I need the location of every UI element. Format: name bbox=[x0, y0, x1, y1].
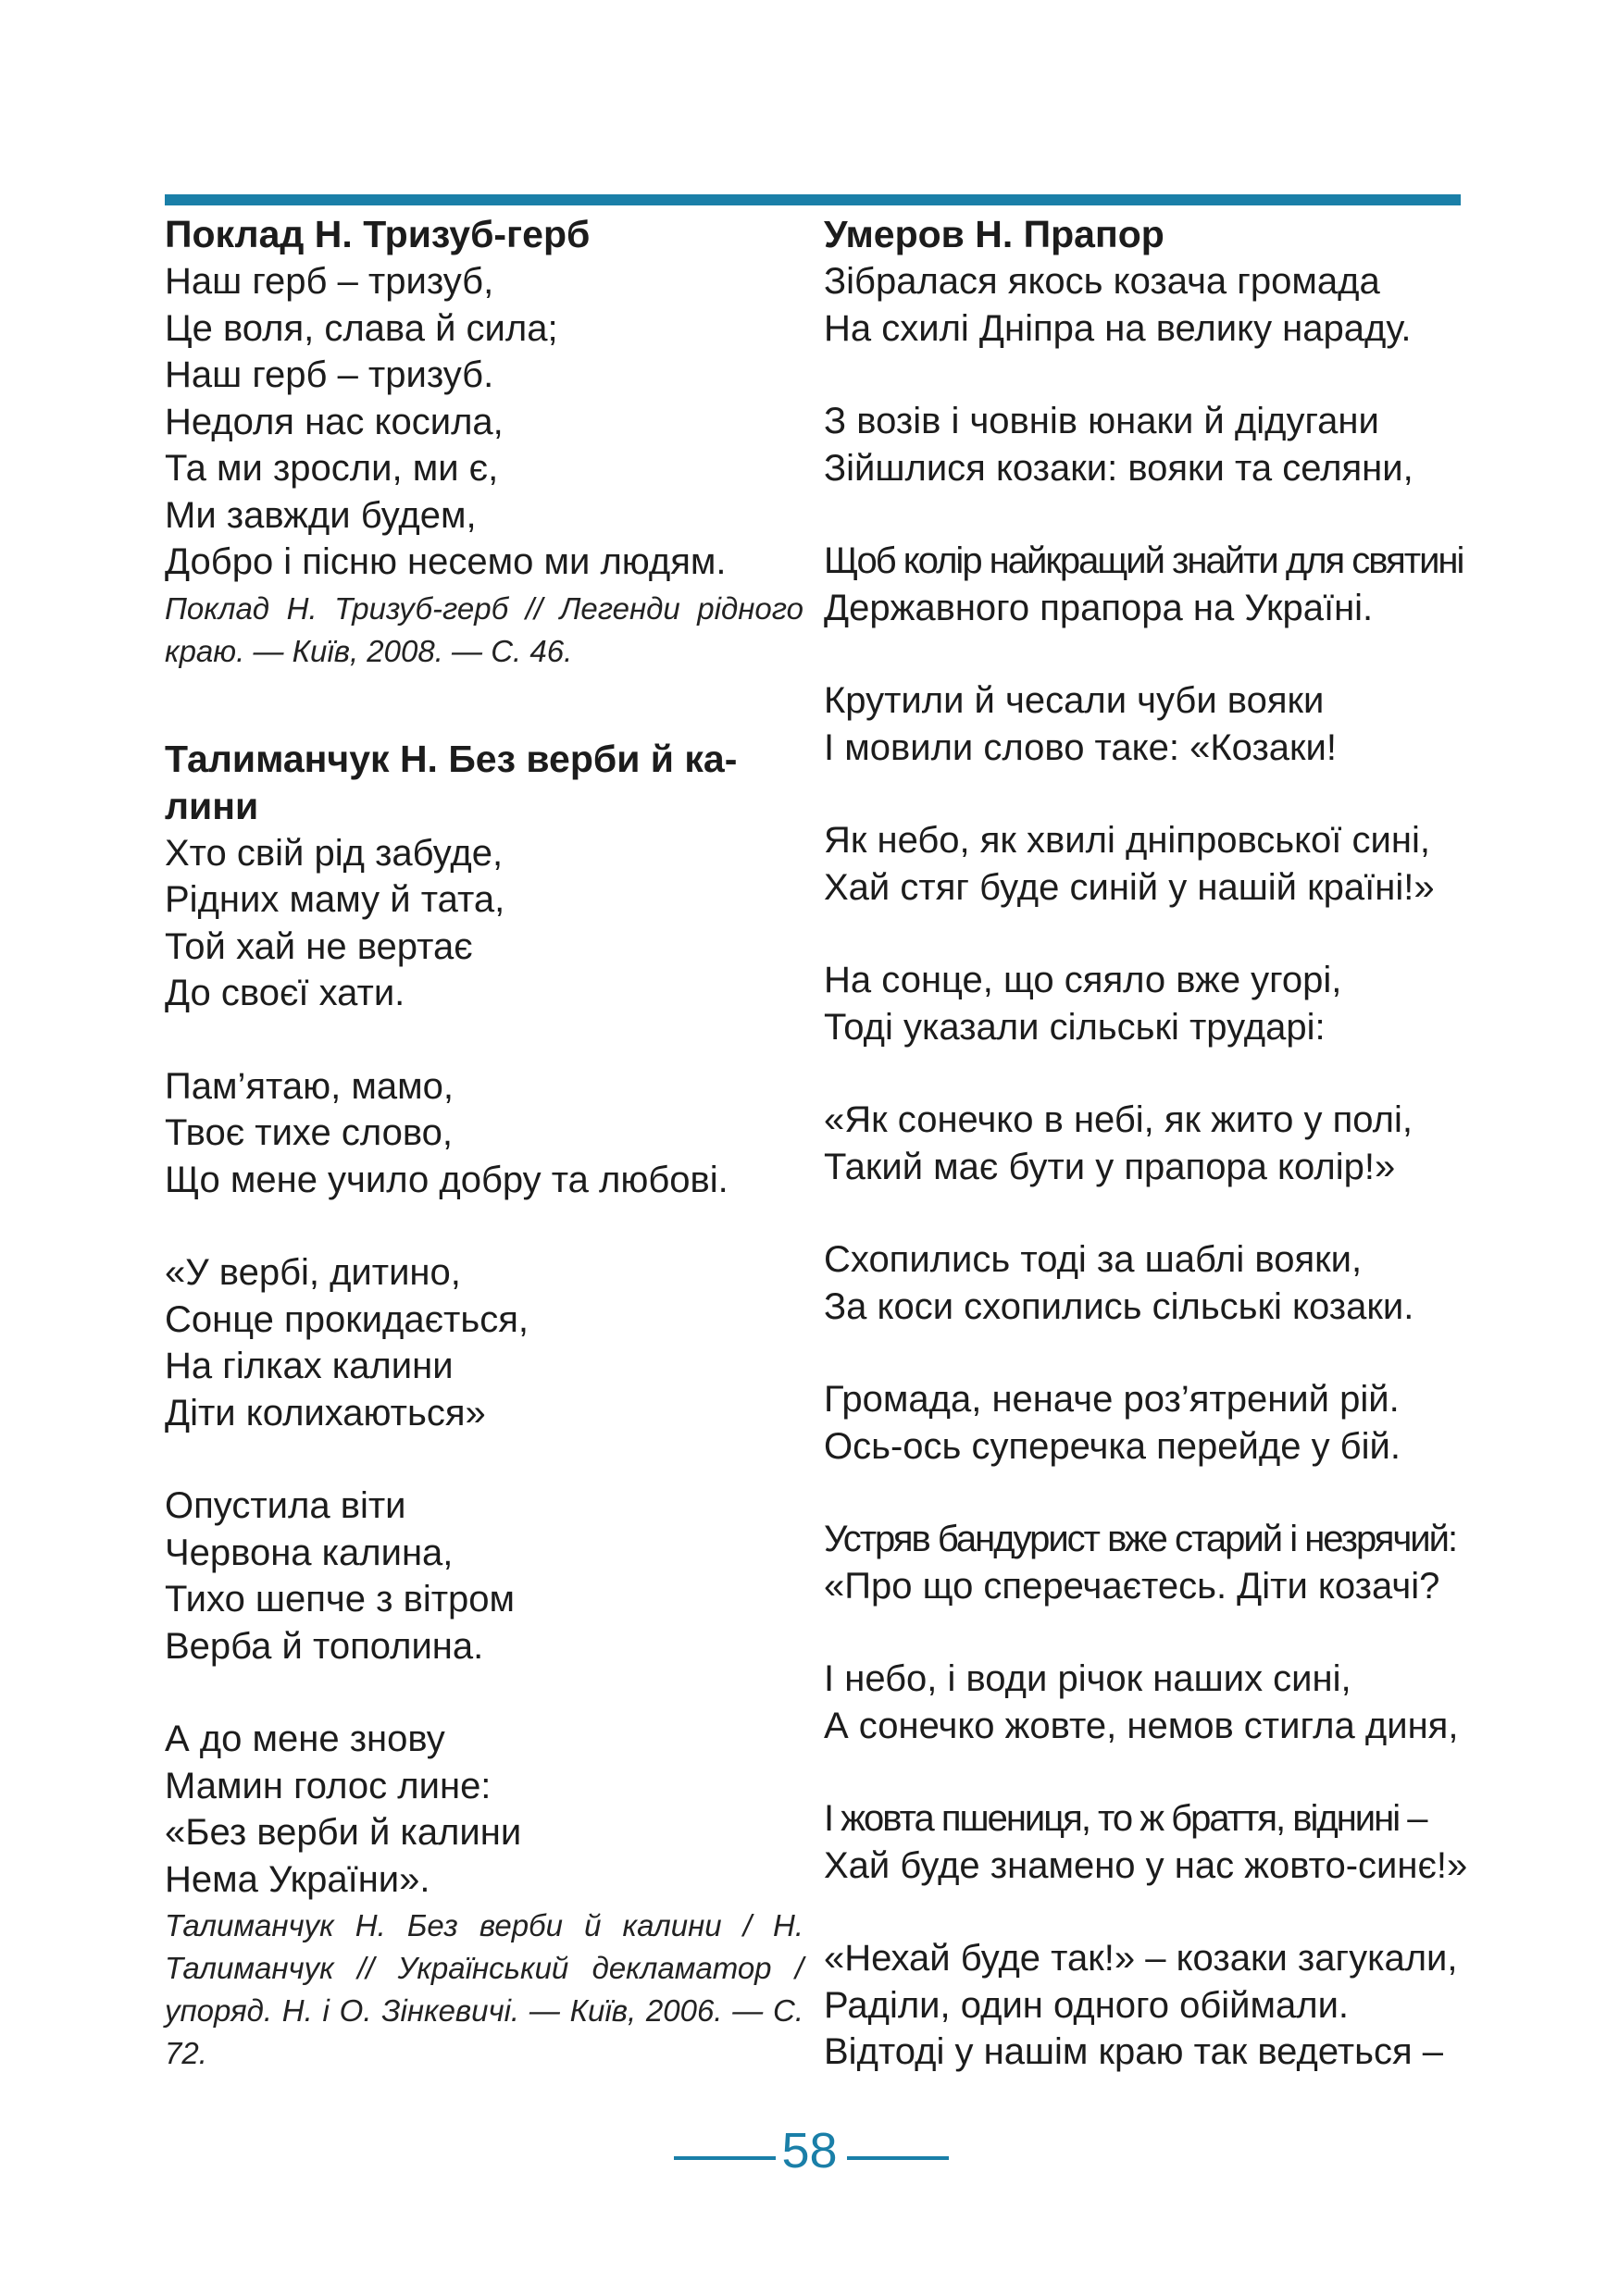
poem-title-continued: лини bbox=[165, 784, 259, 827]
poem-line: «Про що сперечаєтесь. Діти козачі? bbox=[824, 1565, 1440, 1607]
poem-line: Рідних маму й тата, bbox=[165, 879, 505, 920]
citation: Поклад Н. Тризуб-герб // Легенди рідного краю. — Київ, 2008. — С. 46. bbox=[165, 590, 803, 668]
stanza bbox=[824, 1935, 1472, 2076]
top-accent-rule bbox=[165, 194, 1461, 205]
poem-line: Зійшлися козаки: вояки та селяни, bbox=[824, 447, 1414, 489]
poem-title: Талиманчук Н. Без верби й ка- bbox=[165, 737, 738, 780]
right-column bbox=[824, 211, 1472, 2076]
stanza bbox=[165, 1063, 803, 1204]
poem-line: А сонечко жовте, немов стигла диня, bbox=[824, 1705, 1459, 1746]
stanza bbox=[824, 957, 1472, 1050]
poem-line: Ось-ось суперечка перейде у бій. bbox=[824, 1425, 1401, 1467]
stanza bbox=[824, 538, 1472, 631]
citation: Талиманчук Н. Без верби й калини / Н. Талиманчук // Український декламатор / упоряд. Н. і О. Зінкевичі. — Київ, 2006. — С. 72. bbox=[165, 1908, 803, 2070]
stanza bbox=[824, 398, 1472, 491]
poem-line: Мамин голос лине: bbox=[165, 1765, 492, 1806]
poem-line: І мовили слово таке: «Козаки! bbox=[824, 726, 1337, 768]
left-column bbox=[165, 211, 803, 2075]
poem-line: Хай буде знамено у нас жовто-синє!» bbox=[824, 1844, 1468, 1886]
poem-line: Як небо, як хвилі дніпровської сині, bbox=[824, 820, 1430, 861]
stanza bbox=[824, 817, 1472, 911]
poem-line: Наш герб – тризуб. bbox=[165, 354, 494, 395]
poem-title: Поклад Н. Тризуб-герб bbox=[165, 213, 591, 255]
poem-prapor bbox=[824, 211, 1472, 2076]
poem-line: «Нехай буде так!» – козаки загукали, bbox=[824, 1938, 1458, 1979]
poem-line: Пам’ятаю, мамо, bbox=[165, 1065, 454, 1107]
stanza bbox=[824, 677, 1472, 771]
poem-line: З возів і човнів юнаки й дідугани bbox=[824, 401, 1379, 441]
stanza bbox=[824, 258, 1472, 352]
poem-line: Хто свій рід забуде, bbox=[165, 832, 504, 874]
stanza bbox=[824, 1376, 1472, 1470]
poem-line: Опустила віти bbox=[165, 1485, 406, 1526]
poem-line: Верба й тополина. bbox=[165, 1625, 484, 1667]
poem-line: Устряв бандурист вже старий і незрячий: bbox=[824, 1519, 1457, 1559]
poem-line: А до мене знову bbox=[165, 1719, 445, 1759]
poem-line: Крутили й чесали чуби вояки bbox=[824, 680, 1325, 721]
poem-line: Недоля нас косила, bbox=[165, 401, 504, 442]
poem-line: Це воля, слава й сила; bbox=[165, 307, 558, 349]
poem-line: Схопились тоді за шаблі вояки, bbox=[824, 1239, 1363, 1280]
poem-line: Твоє тихе слово, bbox=[165, 1112, 454, 1153]
poem-line: «У вербі, дитино, bbox=[165, 1252, 461, 1293]
poem-line: Діти колихаються» bbox=[165, 1392, 486, 1433]
poem-line: За коси схопились сільські козаки. bbox=[824, 1285, 1414, 1327]
poem-title: Умеров Н. Прапор bbox=[824, 213, 1164, 255]
poem-tryzub bbox=[165, 211, 803, 673]
poem-line: Той хай не вертає bbox=[165, 925, 473, 967]
poem-line: Нема України». bbox=[165, 1858, 430, 1900]
stanza bbox=[824, 1656, 1472, 1749]
poem-line: Зібралася якось козача громада bbox=[824, 261, 1380, 302]
stanza bbox=[824, 1236, 1472, 1330]
poem-line: Добро і пісню несемо ми людям. bbox=[165, 541, 727, 582]
poem-line: Державного прапора на Україні. bbox=[824, 587, 1374, 628]
poem-line: Червона калина, bbox=[165, 1532, 454, 1573]
page-number: 58 bbox=[781, 2123, 838, 2178]
poem-line: На гілках калини bbox=[165, 1346, 454, 1386]
poem-line: Раділи, один одного обіймали. bbox=[824, 1984, 1350, 2026]
poem-line: Тихо шепче з вітром bbox=[165, 1579, 516, 1620]
poem-line: Такий має бути у прапора колір!» bbox=[824, 1146, 1396, 1187]
stanza bbox=[824, 1097, 1472, 1190]
stanza bbox=[824, 1795, 1472, 1889]
poem-line: Тоді указали сільські трударі: bbox=[824, 1006, 1326, 1048]
poem-line: Громада, неначе роз’ятрений рій. bbox=[824, 1379, 1400, 1420]
stanza bbox=[165, 1249, 803, 1436]
poem-line: Та ми зросли, ми є, bbox=[165, 448, 499, 489]
poem-line: Що мене учило добру та любові. bbox=[165, 1159, 729, 1200]
poem-line: Сонце прокидається, bbox=[165, 1298, 529, 1340]
poem-bez-verby bbox=[165, 736, 803, 2076]
poem-line: До своєї хати. bbox=[165, 973, 405, 1013]
stanza bbox=[165, 1483, 803, 1669]
poem-line: На сонце, що сяяло вже угорі, bbox=[824, 960, 1342, 1000]
poem-line: Щоб колір найкращий знайти для святині bbox=[824, 540, 1463, 581]
poem-line: Хай стяг буде синій у нашій країні!» bbox=[824, 866, 1435, 908]
poem-line: Ми завжди будем, bbox=[165, 494, 477, 536]
stanza bbox=[824, 1516, 1472, 1609]
stanza bbox=[165, 830, 803, 1017]
poem-line: Відтоді у нашім краю так ведеться – bbox=[824, 2031, 1443, 2072]
poem-line: І небо, і води річок наших сині, bbox=[824, 1658, 1351, 1699]
stanza bbox=[165, 1716, 803, 1903]
poem-line: І жовта пшениця, то ж браття, віднині – bbox=[824, 1798, 1426, 1839]
poem-line: Наш герб – тризуб, bbox=[165, 261, 494, 302]
poem-line: «Без верби й калини bbox=[165, 1812, 522, 1853]
poem-line: «Як сонечко в небі, як жито у полі, bbox=[824, 1099, 1413, 1140]
poem-line: На схилі Дніпра на велику нараду. bbox=[824, 307, 1412, 349]
